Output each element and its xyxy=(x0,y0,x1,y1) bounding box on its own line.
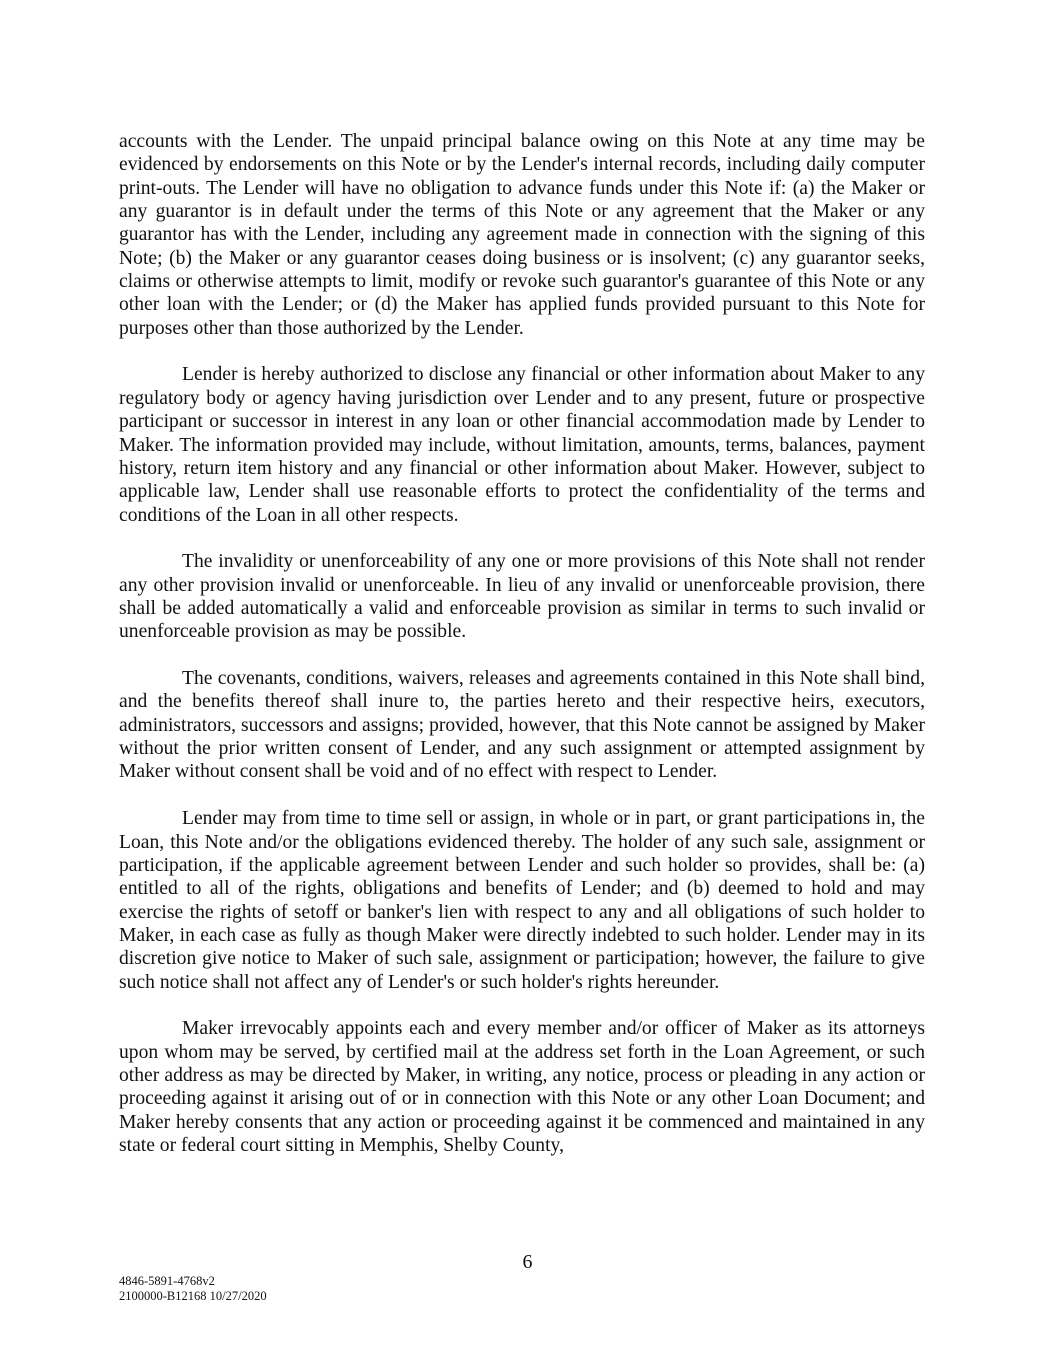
footer-reference: 2100000-B12168 10/27/2020 xyxy=(119,1289,267,1303)
document-body xyxy=(119,130,925,1157)
page-number: 6 xyxy=(522,1251,533,1273)
paragraph-advance-conditions: accounts with the Lender. The unpaid principal balance owing on this Note at any time may be evidenced by endorsements on this Note or by the Lender's internal records, including daily computer print-outs. The Lender will have no obligation to advance funds under this Note if: (a) the Maker or any guarantor is in default under the terms of this Note or any agreement that the Maker or any guarantor has with the Lender, including any agreement made in connection with the signing of this Note; (b) the Maker or any guarantor ceases doing business or is insolvent; (c) any guarantor seeks, claims or otherwise attempts to limit, modify or revoke such guarantor's guarantee of this Note or any other loan with the Lender; or (d) the Maker has applied funds provided pursuant to this Note for purposes other than those authorized by the Lender. xyxy=(119,131,925,339)
paragraph-successors-assigns: The covenants, conditions, waivers, releases and agreements contained in this Note shall bind, and the benefits thereof shall inure to, the parties hereto and their respective heirs, executors, administrators, successors and assigns; provided, however, that this Note cannot be assigned by Maker without the prior written consent of Lender, and any such assignment or attempted assignment by Maker without consent shall be void and of no effect with respect to Lender. xyxy=(119,668,925,783)
footer-doc-number: 4846-5891-4768v2 xyxy=(119,1274,215,1288)
paragraph-service-of-process: Maker irrevocably appoints each and every member and/or officer of Maker as its attorneys upon whom may be served, by certified mail at the address set forth in the Loan Agreement, or such other address as may be directed by Maker, in writing, any notice, process or pleading in any action or proceeding against it arising out of or in connection with this Note or any other Loan Document; and Maker hereby consents that any action or proceeding against it be commenced and maintained in any state or federal court sitting in Memphis, Shelby County, xyxy=(119,1018,925,1157)
paragraph-disclosure-authorization: Lender is hereby authorized to disclose any financial or other information about Maker to any regulatory body or agency having jurisdiction over Lender and to any present, future or prospective participant or successor in interest in any loan or other financial accommodation made by Lender to Maker. The information provided may include, without limitation, amounts, terms, balances, payment history, return item history and any financial or other information about Maker. However, subject to applicable law, Lender shall use reasonable efforts to protect the confidentiality of the terms and conditions of the Loan in all other respects. xyxy=(119,364,925,526)
paragraph-participations: Lender may from time to time sell or assign, in whole or in part, or grant participations in, the Loan, this Note and/or the obligations evidenced thereby. The holder of any such sale, assignment or participation, if the applicable agreement between Lender and such holder so provides, shall be: (a) entitled to all of the rights, obligations and benefits of Lender; and (b) deemed to hold and may exercise the rights of setoff or banker's lien with respect to any and all obligations of such holder to Maker, in each case as fully as though Maker were directly indebted to such holder. Lender may in its discretion give notice to Maker of such sale, assignment or participation; however, the failure to give such notice shall not affect any of Lender's or such holder's rights hereunder. xyxy=(119,808,925,993)
paragraph-severability: The invalidity or unenforceability of any one or more provisions of this Note shall not render any other provision invalid or unenforceable. In lieu of any invalid or unenforceable provision, there shall be added automatically a valid and enforceable provision as similar in terms to such invalid or unenforceable provision as may be possible. xyxy=(119,551,925,643)
document-footer xyxy=(119,1274,267,1304)
